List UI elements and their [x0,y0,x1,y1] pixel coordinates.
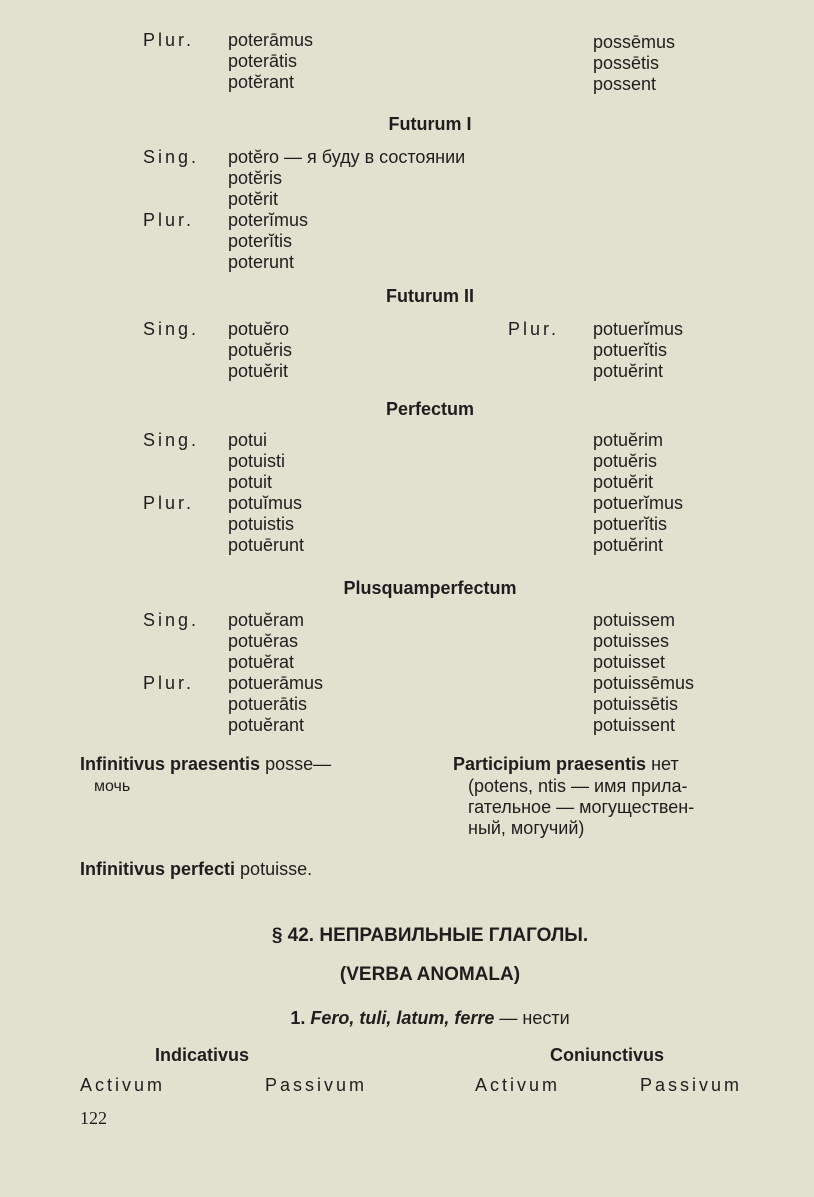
futurum-2-sing [228,319,292,382]
term: Infinitivus praesentis [80,754,261,774]
form: potĕro — я буду в состоянии [228,147,466,167]
futurum-1-forms [228,147,465,273]
form: potuissētis [593,694,679,714]
form: potuĕrint [593,535,664,555]
form: possētis [593,53,660,73]
perfectum-subjunctive [593,430,683,556]
form: possent [593,74,657,94]
definition: posse— [265,754,332,774]
translation: мочь [94,778,131,795]
participium-note [468,776,694,839]
form: potuit [228,472,273,492]
passivum-label: Passivum [265,1075,368,1095]
form: potui [228,430,268,450]
plusquam-subjunctive [593,610,694,736]
form: potuerĭmus [593,493,684,513]
form: potuisti [228,451,286,471]
activum-label: Activum [475,1075,561,1095]
sing-label: Sing. [143,430,200,450]
infinitivus-perfecti [80,859,312,880]
form: potuissent [593,715,676,735]
form: potĕrit [228,189,279,209]
form: possēmus [593,32,676,52]
verb-line [0,1008,814,1029]
form: potuĕrim [593,430,664,450]
heading-perfectum: Perfectum [385,399,475,419]
heading-plusquamperfectum: Plusquamperfectum [343,578,517,598]
definition: potuisse. [240,859,313,879]
form: potuerĭtis [593,514,668,534]
activum-label: Activum [80,1075,166,1095]
form: potuerĭmus [593,319,684,339]
heading-futurum-2: Futurum II [386,286,474,306]
futurum-2-plur [593,319,683,382]
plur-label: Plur. [143,673,195,693]
form: potuerĭtis [593,340,668,360]
form: potuĕrit [228,361,289,381]
form: potuĕris [593,451,658,471]
section-title: § 42. НЕПРАВИЛЬНЫЕ ГЛАГОЛЫ. [271,925,589,946]
form: potuerātis [228,694,308,714]
form: potĕris [228,168,283,188]
form: poterunt [228,252,295,272]
form: potuĕrant [228,715,305,735]
section-subtitle: (VERBA ANOMALA) [339,964,521,985]
plur-label: Plur. [143,493,195,513]
coniunctivus-heading: Coniunctivus [550,1045,665,1065]
form: potuĕrat [228,652,295,672]
form: potuĭmus [228,493,303,513]
verb-number: 1. [290,1008,306,1028]
heading-futurum-1: Futurum I [388,114,472,134]
imperfect-indicative-forms [228,30,313,93]
plur-label: Plur. [143,30,195,50]
form: poterĭtis [228,231,293,251]
participium-praesentis [453,754,679,775]
form: potĕrant [228,72,295,92]
indicativus-heading: Indicativus [155,1045,250,1065]
form: potuĕris [228,340,293,360]
form: potuisset [593,652,666,672]
form: potuĕrit [593,472,654,492]
form: potuĕro [228,319,290,339]
note-line: гательное — могуществен- [468,797,695,817]
form: potuissem [593,610,676,630]
form: potuērunt [228,535,305,555]
sing-label: Sing. [143,610,200,630]
form: poterāmus [228,30,314,50]
infinitivus-praesentis [80,754,331,775]
verb-translation: — нести [499,1008,570,1028]
note-line: ный, могучий) [468,818,585,838]
passivum-label: Passivum [640,1075,743,1095]
plusquam-indicative [228,610,323,736]
definition: нет [651,754,679,774]
form: potuistis [228,514,295,534]
verb-principal-parts: Fero, tuli, latum, ferre [310,1008,495,1028]
form: potuissēmus [593,673,695,693]
form: potuĕrint [593,361,664,381]
term: Infinitivus perfecti [80,859,236,879]
form: potuisses [593,631,670,651]
term: Participium praesentis [453,754,647,774]
sing-label: Sing. [143,319,200,339]
note-line: (potens, ntis — имя прила- [468,776,688,796]
imperfect-subjunctive-forms [593,32,675,95]
form: potuerāmus [228,673,324,693]
page-number: 122 [80,1108,107,1128]
plur-label: Plur. [143,210,195,230]
form: potuĕram [228,610,305,630]
form: poterĭmus [228,210,309,230]
sing-label: Sing. [143,147,200,167]
form: potuĕras [228,631,299,651]
perfectum-indicative [228,430,304,556]
plur-label: Plur. [508,319,560,339]
form: poterātis [228,51,298,71]
